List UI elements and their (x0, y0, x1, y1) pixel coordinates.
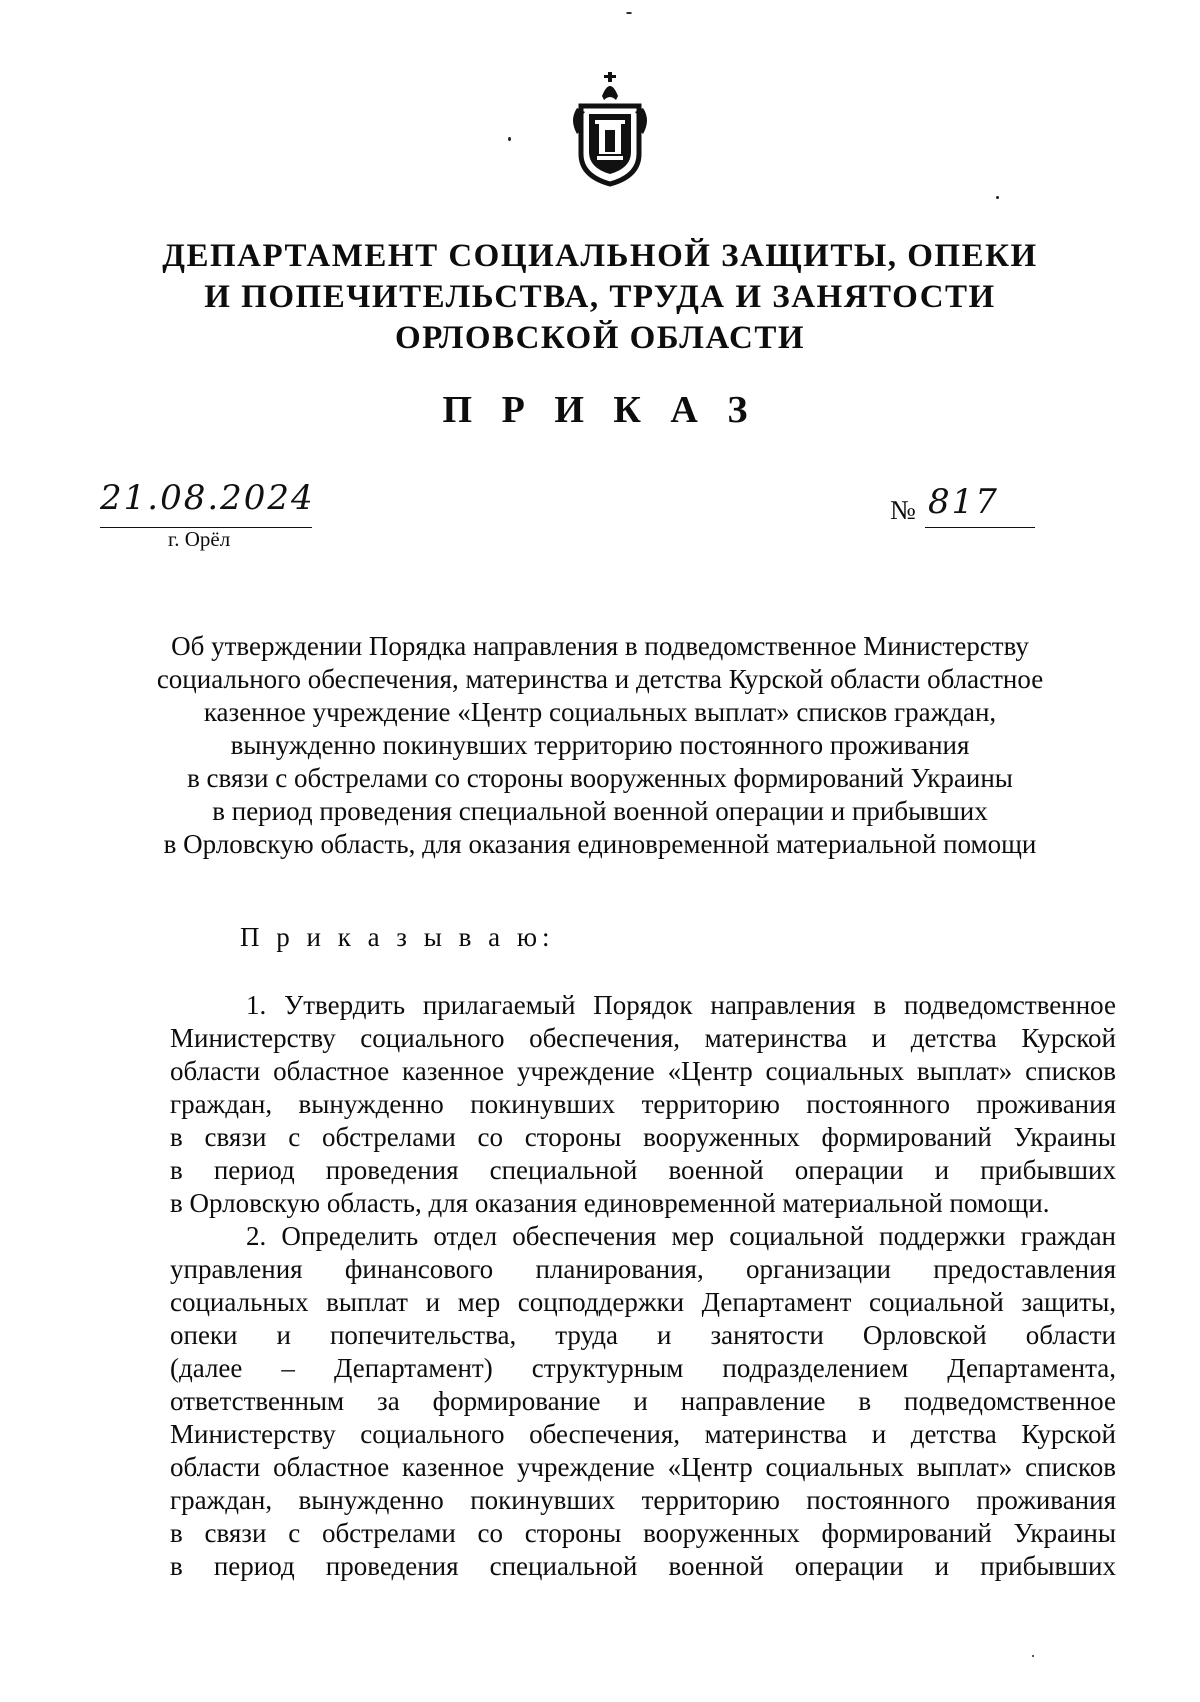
scan-speck (996, 196, 999, 199)
scan-speck (1032, 1655, 1034, 1657)
body-line-item-2: 2. Определить отдел обеспечения мер социальной поддержки граждан (246, 1221, 1116, 1251)
body-line: управления финансового планирования, организации предоставления (170, 1254, 1116, 1284)
scan-speck (508, 137, 511, 141)
organization-name-line: ДЕПАРТАМЕНТ СОЦИАЛЬНОЙ ЗАЩИТЫ, ОПЕКИ (162, 238, 1038, 274)
body-line: в период проведения специальной военной операции и прибывших (170, 1155, 1116, 1185)
subject-line: в связи с обстрелами со стороны вооруженных формирований Украины (187, 763, 1013, 793)
handwritten-date: 21.08.2024 (100, 478, 315, 518)
body-line: социальных выплат и мер соцподдержки Департамент социальной защиты, (170, 1287, 1116, 1317)
body-line: (далее – Департамент) структурным подразделением Департамента, (170, 1353, 1116, 1383)
body-line: в связи с обстрелами со стороны вооруженных формирований Украины (170, 1122, 1116, 1152)
subject-line: в период проведения специальной военной операции и прибывших (212, 796, 988, 826)
subject-line: в Орловскую область, для оказания единовременной материальной помощи (163, 829, 1037, 859)
number-underline (925, 527, 1035, 528)
organization-name-line: ОРЛОВСКОЙ ОБЛАСТИ (394, 320, 806, 356)
body-line: области областное казенное учреждение «Центр социальных выплат» списков (170, 1452, 1116, 1482)
scan-speck (626, 12, 632, 14)
body-line: области областное казенное учреждение «Центр социальных выплат» списков (170, 1056, 1116, 1086)
document-type-title: П Р И К А З (442, 389, 758, 431)
order-subject (110, 630, 1090, 861)
subject-line: социального обеспечения, материнства и детства Курской области областное (156, 664, 1044, 694)
city-label: г. Орёл (168, 527, 231, 551)
order-number-label: № (890, 495, 916, 525)
body-line: в Орловскую область, для оказания единовременной материальной помощи. (170, 1188, 1050, 1218)
body-line: в связи с обстрелами со стороны вооруженных формирований Украины (170, 1518, 1116, 1548)
subject-line: казенное учреждение «Центр социальных выплат» списков граждан, (203, 697, 997, 727)
organization-name-line: И ПОПЕЧИТЕЛЬСТВА, ТРУДА И ЗАНЯТОСТИ (204, 279, 996, 315)
body-line: Министерству социального обеспечения, материнства и детства Курской (170, 1419, 1116, 1449)
handwritten-order-number: 817 (928, 482, 999, 522)
order-lead-word: П р и к а з ы в а ю: (240, 922, 555, 952)
body-line: ответственным за формирование и направление в подведомственное (170, 1386, 1116, 1416)
subject-line: Об утверждении Порядка направления в подведомственное Министерству (171, 631, 1029, 661)
body-line: в период проведения специальной военной операции и прибывших (170, 1551, 1116, 1581)
body-line-item-1: 1. Утвердить прилагаемый Порядок направления в подведомственное (246, 990, 1116, 1020)
body-line: граждан, вынужденно покинувших территорию постоянного проживания (170, 1089, 1116, 1119)
coat-of-arms-icon (567, 68, 653, 188)
organization-name (100, 236, 1100, 359)
order-body (170, 989, 1116, 1583)
body-line: Министерству социального обеспечения, материнства и детства Курской (170, 1023, 1116, 1053)
subject-line: вынужденно покинувших территорию постоянного проживания (230, 730, 970, 760)
body-line: опеки и попечительства, труда и занятости Орловской области (170, 1320, 1116, 1350)
body-line: граждан, вынужденно покинувших территорию постоянного проживания (170, 1485, 1116, 1515)
